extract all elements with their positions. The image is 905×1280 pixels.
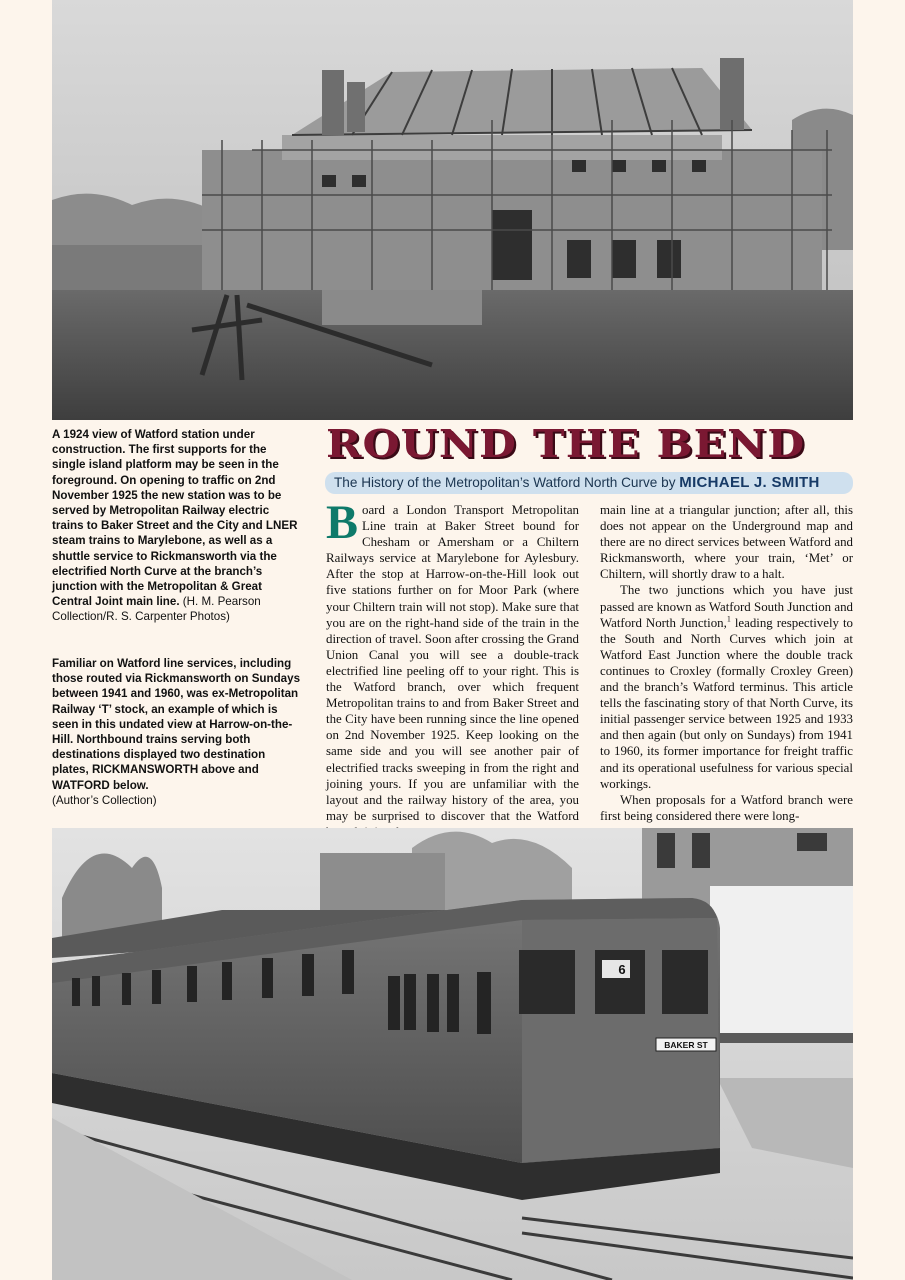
photo-station-construction xyxy=(52,0,853,420)
paragraph-text: The two junctions which you have just passed are known as Watford South Junction and Watford North Junction, xyxy=(600,583,853,630)
body-paragraph: When proposals for a Watford branch were first being considered there were long- xyxy=(600,792,853,823)
article-subtitle xyxy=(325,472,853,494)
caption-credit: (H. M. Pearson Collection/R. S. Carpenter Photos) xyxy=(52,595,261,624)
body-paragraph xyxy=(600,582,853,791)
article-title: ROUND THE BEND xyxy=(326,421,806,466)
footnote-marker: 1 xyxy=(726,614,731,624)
photo-caption-train xyxy=(52,656,302,808)
train-destination-plate: BAKER ST xyxy=(664,1040,708,1050)
body-column-left xyxy=(326,496,579,840)
photo-caption-construction xyxy=(52,427,302,625)
subtitle-text: The History of the Metropolitan’s Watford North Curve by xyxy=(334,475,676,490)
caption-text: A 1924 view of Watford station under construction. The first supports for the single island platform may be seen in the foreground. On opening to traffic on 2nd November 1925 the new station was to be served by Metropolitan Railway electric trains to Baker Street and the City and LNER steam trains to Marylebone, as well as a shuttle service to Rickmansworth via the electrified North Curve at the branch’s junction with the Metropolitan & Great Central Joint main line. xyxy=(52,428,298,609)
caption-text: Familiar on Watford line services, including those routed via Rickmansworth on Sundays between 1941 and 1960, was ex-Metropolitan Railway ‘T’ stock, an example of which is seen in this undated view at Harrow-on-the-Hill. Northbound trains serving both destinations displayed two destination plates, RICKMANSWORTH above and WATFORD below. xyxy=(52,657,301,792)
paragraph-text: leading respectively to the South and North Curves which join at Watford East Junction where the double track continues to Croxley (formally Croxley Green) and the branch’s Watford terminus. This article tells the fascinating story of that North Curve, its initial passenger service between 1925 and 1933 and then again (but only on Sundays) from 1941 to 1960, its former importance for freight traffic and its operational usefulness for various special workings. xyxy=(600,615,853,791)
body-paragraph: oard a London Transport Metropolitan Line train at Baker Street bound for Chesham or Amersham or a Chiltern Railways service at Marylebone for Aylesbury. After the stop at Harrow-on-the-Hill look out five stations further on for Moor Park (where your Chiltern train will not stop). Make sure that you are on the right-hand side of the train in the direction of travel. Soon after crossing the Grand Union Canal you will see a double-track electrified line peeling off to your right. This is the Watford branch, over which frequent Metropolitan trains to and from Baker Street and the City have been running since the line opened on 2nd November 1925. Keep looking on the same side and you will see another pair of electrified tracks sweeping in from the right and joining yours. If you are unfamiliar with the layout and the railway history of the area, you may be surprised to discover that the Watford xyxy=(326,503,579,823)
train-headcode: 6 xyxy=(618,962,626,977)
photo-t-stock-train xyxy=(52,828,853,1280)
author-name: MICHAEL J. SMITH xyxy=(679,474,820,491)
body-column-right xyxy=(600,502,853,824)
drop-cap: B xyxy=(326,496,359,549)
caption-credit: (Author’s Collection) xyxy=(52,793,157,807)
body-paragraph: main line at a triangular junction; after all, this does not appear on the Underground map and there are no direct services between Watford and Rickmansworth, where your train, ‘Met’ or Chiltern, will shortly draw to a halt. xyxy=(600,503,853,582)
